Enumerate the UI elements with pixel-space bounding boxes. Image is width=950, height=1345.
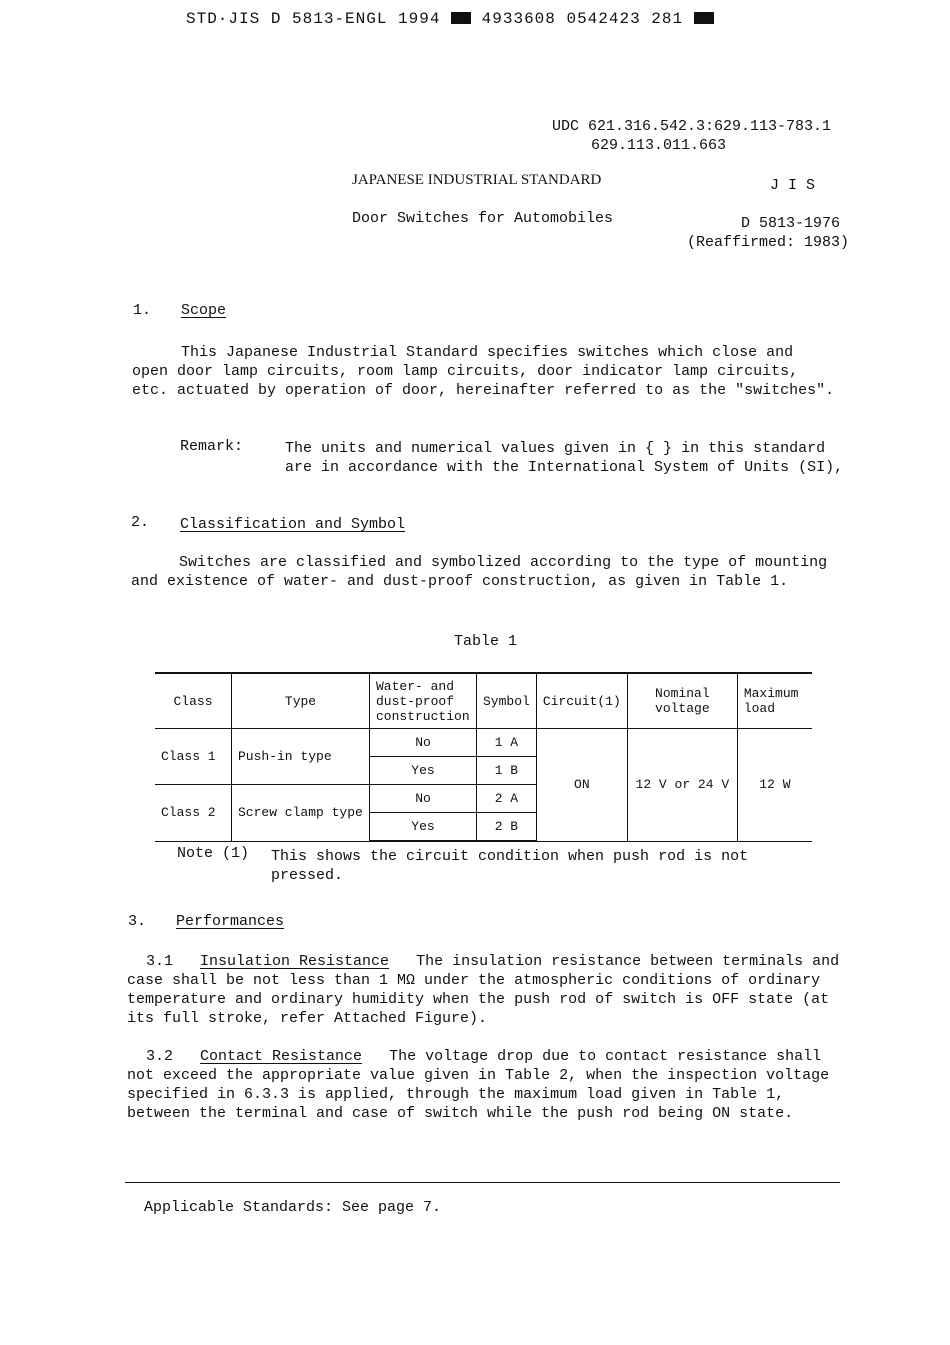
black-block-mark [451, 12, 471, 24]
water-cell: Yes [370, 813, 477, 842]
section-2-heading: Classification and Symbol [180, 516, 406, 533]
reaffirmed-date: (Reaffirmed: 1983) [687, 234, 850, 251]
symbol-cell: 1 B [477, 757, 537, 785]
water-cell: No [370, 729, 477, 757]
section-1-heading: Scope [181, 302, 227, 319]
stamp-number: 4933608 0542423 281 [481, 10, 684, 28]
load-cell: 12 W [737, 729, 812, 842]
document-title: Door Switches for Automobiles [352, 210, 614, 227]
clause-3-2-heading: Contact Resistance [200, 1048, 363, 1065]
type-cell: Screw clamp type [232, 785, 370, 842]
clause-3-1-text: The insulation resistance between terminals and case shall be not less than 1 MΩ under the atmospheric conditions of ordinary temperature and ordinary humidity when the push rod of switch is OFF state (at its full stroke, refer Attached Figure). [127, 953, 840, 1027]
clause-3-2 [127, 1047, 839, 1123]
table-note-text: This shows the circuit condition when push rod is not pressed. [271, 848, 749, 884]
classification-table [155, 672, 812, 842]
circuit-cell: ON [536, 729, 627, 842]
udc-line-2: 629.113.011.663 [591, 137, 727, 154]
remark-label: Remark: [180, 438, 244, 455]
table-note-label: Note (1) [177, 845, 250, 862]
jis-mark: J I S [770, 177, 816, 194]
stamp-code: STD·JIS D 5813-ENGL 1994 [186, 10, 441, 28]
class-cell: Class 1 [155, 729, 232, 785]
class-cell: Class 2 [155, 785, 232, 842]
header-class: Class [155, 673, 232, 729]
clause-3-1-number: 3.1 [146, 953, 174, 970]
black-block-mark [694, 12, 714, 24]
type-cell: Push-in type [232, 729, 370, 785]
udc-line-1: UDC 621.316.542.3:629.113-783.1 [552, 118, 832, 135]
section-1-number: 1. [133, 302, 152, 319]
clause-3-1 [127, 952, 845, 1028]
clause-3-2-number: 3.2 [146, 1048, 174, 1065]
standard-number: D 5813-1976 [741, 215, 841, 232]
table-row [155, 729, 812, 757]
footer-applicable-standards: Applicable Standards: See page 7. [144, 1199, 442, 1216]
remark-text: The units and numerical values given in { } in this standard are in accordance with the International System of Units (SI), [285, 440, 844, 476]
symbol-cell: 1 A [477, 729, 537, 757]
symbol-cell: 2 B [477, 813, 537, 842]
document-stamp [186, 10, 714, 29]
standard-label: JAPANESE INDUSTRIAL STANDARD [352, 172, 602, 188]
header-symbol: Symbol [477, 673, 537, 729]
clause-3-2-text: The voltage drop due to contact resistance shall not exceed the appropriate value given in Table 2, when the inspection voltage specified in 6.3.3 is applied, through the maximum load given in Table 1, between the terminal and case of switch while the push rod being ON state. [127, 1048, 830, 1122]
footer-divider [125, 1182, 840, 1183]
header-type: Type [232, 673, 370, 729]
table-header-row [155, 673, 812, 729]
section-2-body: Switches are classified and symbolized according to the type of mounting and existence of water- and dust-proof construction, as given in Table 1. [131, 554, 828, 590]
table-1-caption: Table 1 [454, 633, 518, 650]
section-3-heading: Performances [176, 913, 285, 930]
voltage-cell: 12 V or 24 V [627, 729, 737, 842]
section-2-number: 2. [131, 514, 150, 531]
header-water-dust-proof: Water- and dust-proof construction [370, 673, 477, 729]
header-nominal-voltage: Nominal voltage [627, 673, 737, 729]
clause-3-1-heading: Insulation Resistance [200, 953, 390, 970]
symbol-cell: 2 A [477, 785, 537, 813]
header-circuit: Circuit(1) [536, 673, 627, 729]
water-cell: Yes [370, 757, 477, 785]
section-1-body: This Japanese Industrial Standard specifies switches which close and open door lamp circuits, room lamp circuits, door indicator lamp circuits, etc. actuated by operation of door, hereinafter referred to as the "switches". [132, 344, 835, 399]
section-3-number: 3. [128, 913, 147, 930]
water-cell: No [370, 785, 477, 813]
header-maximum-load: Maximum load [737, 673, 812, 729]
